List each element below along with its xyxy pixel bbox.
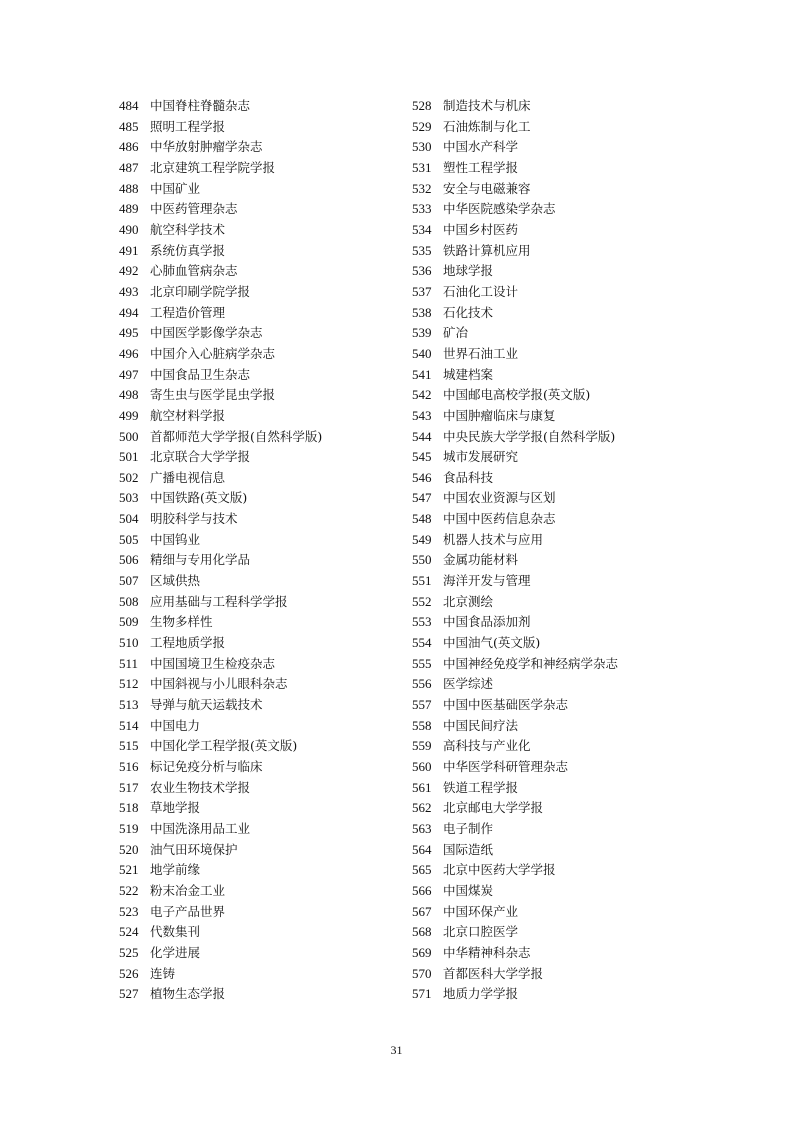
journal-entry-number: 515 [119,738,139,754]
journal-entry-title: 高科技与产业化 [443,738,531,754]
journal-entry-number: 506 [119,552,139,568]
journal-entry-title: 中国斜视与小儿眼科杂志 [150,676,288,692]
journal-entry-title: 中国农业资源与区划 [443,490,556,506]
journal-entry-title: 海洋开发与管理 [443,573,531,589]
journal-entry [119,261,399,282]
journal-entry-title: 心肺血管病杂志 [150,263,238,279]
journal-entry-number: 549 [412,531,432,547]
journal-entry-title: 金属功能材料 [443,552,519,568]
journal-entry-title: 食品科技 [443,469,494,485]
journal-entry-number: 570 [412,965,432,981]
journal-entry-number: 530 [412,139,432,155]
journal-entry-title: 中国邮电高校学报(英文版) [443,387,591,403]
journal-entry-number: 548 [412,511,432,527]
journal-entry-number: 540 [412,345,432,361]
journal-entry-number: 552 [412,593,432,609]
journal-entry-number: 550 [412,552,432,568]
journal-entry-number: 523 [119,903,139,919]
journal-entry-title: 草地学报 [150,800,201,816]
journal-entry [412,137,712,158]
journal-entry-title: 中国食品添加剂 [443,614,531,630]
journal-entry-title: 中国钨业 [150,531,201,547]
journal-entry-title: 工程造价管理 [150,304,226,320]
journal-entry-number: 559 [412,738,432,754]
journal-entry-number: 532 [412,180,432,196]
journal-entry-number: 485 [119,118,139,134]
journal-entry [119,881,399,902]
journal-entry-title: 明胶科学与技术 [150,511,238,527]
journal-entry-title: 植物生态学报 [150,986,226,1002]
journal-entry [119,612,399,633]
journal-entry-title: 城市发展研究 [443,449,519,465]
journal-entry-title: 粉末冶金工业 [150,882,226,898]
journal-entry-number: 556 [412,676,432,692]
journal-entry [412,674,712,695]
journal-entry [119,984,399,1005]
journal-entry-number: 539 [412,325,432,341]
journal-entry [412,633,712,654]
journal-entry-title: 标记免疫分析与临床 [150,759,263,774]
journal-entry-number: 534 [412,221,432,237]
journal-entry [412,241,712,262]
journal-entry-title: 矿冶 [443,325,469,341]
journal-entry-number: 531 [412,159,432,175]
journal-entry [412,365,712,386]
journal-entry-title: 首都师范大学学报(自然科学版) [150,428,323,444]
journal-entry-number: 546 [412,469,432,485]
journal-entry-number: 558 [412,717,432,733]
journal-list-right-column [412,96,712,1005]
journal-entry [119,365,399,386]
journal-entry [119,964,399,985]
journal-entry-title: 国际造纸 [443,841,494,857]
journal-entry-title: 安全与电磁兼容 [443,180,531,196]
journal-entry-title: 中国民间疗法 [443,717,519,733]
journal-entry-title: 中华精神科杂志 [443,944,531,960]
journal-entry-title: 中国医学影像学杂志 [150,325,263,341]
journal-entry-number: 517 [119,779,139,795]
journal-entry-title: 地球学报 [443,263,494,279]
journal-entry [412,179,712,200]
journal-entry [412,881,712,902]
journal-entry-number: 547 [412,490,432,506]
journal-entry-title: 铁道工程学报 [443,779,519,795]
journal-entry [412,509,712,530]
journal-entry [119,943,399,964]
journal-entry-number: 511 [119,655,139,671]
journal-entry [412,530,712,551]
journal-entry [412,550,712,571]
journal-entry-title: 航空科学技术 [150,221,226,237]
journal-entry [119,96,399,117]
journal-entry [412,468,712,489]
journal-entry-number: 562 [412,800,432,816]
journal-entry [412,323,712,344]
journal-entry-number: 525 [119,944,139,960]
journal-entry-number: 522 [119,882,139,898]
journal-entry-number: 491 [119,242,139,258]
journal-entry-title: 石油化工设计 [443,283,519,299]
journal-entry-title: 中华医院感染学杂志 [443,201,556,217]
journal-entry-number: 529 [412,118,432,134]
journal-entry-number: 513 [119,697,139,713]
journal-entry [119,241,399,262]
journal-entry [412,406,712,427]
journal-entry-title: 中华放射肿瘤学杂志 [150,139,263,155]
journal-entry [119,902,399,923]
journal-entry-title: 中国油气(英文版) [443,635,541,651]
journal-entry-number: 521 [119,862,139,878]
journal-entry [119,137,399,158]
journal-entry-title: 中国煤炭 [443,882,494,898]
journal-entry-title: 北京口腔医学 [443,924,519,940]
journal-entry-number: 541 [412,366,432,382]
journal-entry-title: 中国铁路(英文版) [150,490,248,506]
journal-entry [412,303,712,324]
journal-entry-title: 中国洗涤用品工业 [150,820,251,836]
journal-entry [119,530,399,551]
journal-entry [412,571,712,592]
journal-entry [412,736,712,757]
journal-entry-title: 电子制作 [443,820,494,836]
journal-entry [412,964,712,985]
journal-entry-number: 553 [412,614,432,630]
journal-entry-number: 526 [119,965,139,981]
journal-entry [119,427,399,448]
journal-entry-title: 机器人技术与应用 [443,531,544,547]
journal-entry-title: 油气田环境保护 [150,841,238,857]
journal-entry [412,984,712,1005]
journal-entry [412,261,712,282]
journal-entry [412,612,712,633]
journal-entry-title: 北京印刷学院学报 [150,283,251,299]
journal-entry [119,840,399,861]
journal-entry [119,179,399,200]
journal-entry-number: 496 [119,345,139,361]
journal-entry [412,860,712,881]
journal-entry [412,220,712,241]
journal-entry-number: 503 [119,490,139,506]
journal-entry-number: 535 [412,242,432,258]
journal-entry [119,406,399,427]
journal-entry [119,158,399,179]
journal-entry-number: 543 [412,407,432,423]
journal-entry-number: 507 [119,573,139,589]
journal-entry-number: 554 [412,635,432,651]
journal-entry-number: 487 [119,159,139,175]
journal-entry-title: 区域供热 [150,573,201,589]
journal-entry [412,344,712,365]
journal-entry-number: 544 [412,428,432,444]
journal-entry-number: 516 [119,759,139,774]
journal-entry-number: 499 [119,407,139,423]
journal-entry-number: 493 [119,283,139,299]
journal-entry-number: 568 [412,924,432,940]
journal-entry [412,488,712,509]
journal-entry-title: 中国环保产业 [443,903,519,919]
journal-entry-number: 510 [119,635,139,651]
journal-entry-title: 石油炼制与化工 [443,118,531,134]
journal-entry [119,633,399,654]
journal-entry-title: 中国矿业 [150,180,201,196]
journal-entry [412,716,712,737]
journal-entry [412,902,712,923]
journal-entry-number: 542 [412,387,432,403]
journal-entry-title: 中央民族大学学报(自然科学版) [443,428,616,444]
journal-entry-number: 563 [412,820,432,836]
journal-entry [119,220,399,241]
journal-entry-title: 中国电力 [150,717,201,733]
journal-entry [412,695,712,716]
journal-entry-number: 484 [119,98,139,113]
journal-entry-title: 中国肿瘤临床与康复 [443,407,556,423]
journal-entry-title: 广播电视信息 [150,469,226,485]
page-number: 31 [390,1043,403,1057]
journal-entry [119,509,399,530]
journal-entry-title: 应用基础与工程科学学报 [150,593,288,609]
journal-entry-title: 北京建筑工程学院学报 [150,159,276,175]
journal-entry [412,757,712,778]
journal-entry-title: 中国中医基础医学杂志 [443,697,569,713]
journal-entry-title: 北京联合大学学报 [150,449,251,465]
journal-entry-title: 医学综述 [443,676,494,692]
journal-entry-number: 488 [119,180,139,196]
journal-entry [412,840,712,861]
journal-entry-number: 486 [119,139,139,155]
journal-entry-number: 518 [119,800,139,816]
journal-entry-title: 中国神经免疫学和神经病学杂志 [443,655,619,671]
journal-entry-title: 连铸 [150,965,176,981]
journal-entry [412,427,712,448]
journal-entry [412,282,712,303]
journal-entry-title: 塑性工程学报 [443,159,519,175]
journal-entry-number: 519 [119,820,139,836]
journal-entry [119,757,399,778]
journal-entry-title: 地学前缘 [150,862,201,878]
journal-entry [412,117,712,138]
journal-entry [119,860,399,881]
journal-entry-number: 538 [412,304,432,320]
journal-entry-title: 北京测绘 [443,593,494,609]
journal-entry [119,117,399,138]
journal-list-left-column [119,96,399,1005]
journal-entry [119,592,399,613]
journal-entry-title: 石化技术 [443,304,494,320]
journal-entry-number: 501 [119,449,139,465]
journal-entry-title: 中国乡村医药 [443,221,519,237]
journal-entry-number: 497 [119,366,139,382]
journal-entry-number: 564 [412,841,432,857]
journal-entry-number: 508 [119,593,139,609]
journal-entry [119,798,399,819]
journal-entry-title: 中国介入心脏病学杂志 [150,345,276,361]
journal-entry-title: 世界石油工业 [443,345,519,361]
journal-entry-title: 制造技术与机床 [443,98,531,113]
journal-entry-number: 494 [119,304,139,320]
journal-entry-number: 565 [412,862,432,878]
journal-entry-title: 中国食品卫生杂志 [150,366,251,382]
journal-entry-number: 524 [119,924,139,940]
journal-entry-number: 536 [412,263,432,279]
journal-entry-title: 城建档案 [443,366,494,382]
journal-entry-number: 500 [119,428,139,444]
journal-entry [119,654,399,675]
journal-entry-number: 560 [412,759,432,774]
journal-entry-number: 505 [119,531,139,547]
journal-entry-number: 514 [119,717,139,733]
journal-entry [412,158,712,179]
journal-entry-number: 528 [412,98,432,113]
journal-entry [119,922,399,943]
journal-entry-number: 566 [412,882,432,898]
journal-entry-number: 533 [412,201,432,217]
journal-entry-number: 567 [412,903,432,919]
journal-entry [119,778,399,799]
journal-entry-number: 520 [119,841,139,857]
journal-entry-title: 生物多样性 [150,614,213,630]
journal-entry-title: 北京中医药大学学报 [443,862,556,878]
journal-entry-number: 571 [412,986,432,1002]
journal-entry-title: 中国脊柱脊髓杂志 [150,98,251,113]
journal-entry-title: 化学进展 [150,944,201,960]
journal-entry-number: 551 [412,573,432,589]
journal-entry-number: 557 [412,697,432,713]
journal-entry [412,943,712,964]
journal-entry [119,447,399,468]
journal-entry [412,199,712,220]
journal-entry-number: 490 [119,221,139,237]
journal-entry-title: 中医药管理杂志 [150,201,238,217]
journal-entry [412,654,712,675]
journal-entry [412,447,712,468]
journal-entry [119,571,399,592]
journal-entry [119,819,399,840]
journal-entry [119,303,399,324]
journal-entry-title: 铁路计算机应用 [443,242,531,258]
journal-entry-title: 首都医科大学学报 [443,965,544,981]
journal-entry [119,385,399,406]
journal-entry [119,550,399,571]
journal-entry-number: 489 [119,201,139,217]
journal-entry-title: 中国中医药信息杂志 [443,511,556,527]
journal-entry-title: 中国国境卫生检疫杂志 [150,655,276,671]
journal-entry-title: 工程地质学报 [150,635,226,651]
journal-entry [119,674,399,695]
journal-entry [412,385,712,406]
journal-entry-number: 512 [119,676,139,692]
journal-entry-title: 中华医学科研管理杂志 [443,759,569,774]
journal-entry [119,468,399,489]
journal-entry-number: 498 [119,387,139,403]
journal-entry-title: 照明工程学报 [150,118,226,134]
journal-entry-title: 系统仿真学报 [150,242,226,258]
journal-entry [119,695,399,716]
journal-entry-title: 北京邮电大学学报 [443,800,544,816]
journal-entry-title: 导弹与航天运载技术 [150,697,263,713]
journal-entry-title: 电子产品世界 [150,903,226,919]
journal-entry [119,282,399,303]
journal-entry-title: 精细与专用化学品 [150,552,251,568]
journal-entry [119,716,399,737]
journal-entry [119,736,399,757]
journal-entry [119,488,399,509]
journal-entry [412,592,712,613]
journal-entry [412,798,712,819]
journal-entry-number: 495 [119,325,139,341]
journal-entry-title: 代数集刊 [150,924,201,940]
journal-entry [412,96,712,117]
journal-entry-number: 509 [119,614,139,630]
journal-entry-title: 航空材料学报 [150,407,226,423]
journal-entry-number: 561 [412,779,432,795]
journal-entry-number: 504 [119,511,139,527]
journal-entry-number: 569 [412,944,432,960]
journal-entry [119,323,399,344]
journal-entry-title: 农业生物技术学报 [150,779,251,795]
journal-entry-number: 537 [412,283,432,299]
journal-entry [412,819,712,840]
journal-entry-number: 492 [119,263,139,279]
journal-entry [412,778,712,799]
journal-entry-number: 527 [119,986,139,1002]
journal-entry-title: 地质力学学报 [443,986,519,1002]
journal-entry-number: 545 [412,449,432,465]
journal-entry-title: 中国化学工程学报(英文版) [150,738,298,754]
journal-entry [412,922,712,943]
journal-entry-title: 中国水产科学 [443,139,519,155]
journal-entry-title: 寄生虫与医学昆虫学报 [150,387,276,403]
journal-entry-number: 502 [119,469,139,485]
journal-entry-number: 555 [412,655,432,671]
journal-entry [119,199,399,220]
journal-entry [119,344,399,365]
